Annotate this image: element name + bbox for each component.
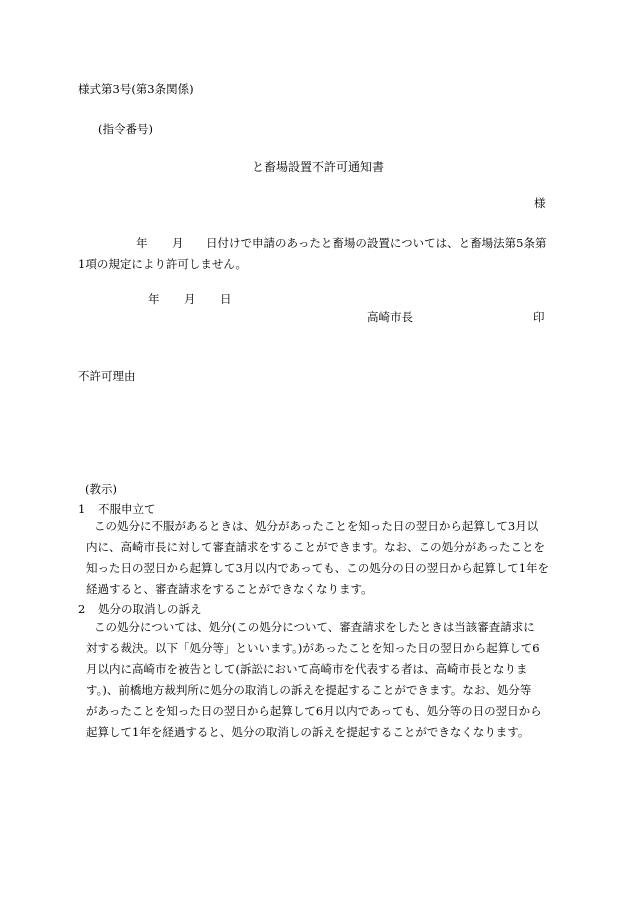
- document-title: と畜場設置不許可通知書: [252, 160, 385, 174]
- date-month-label: 月: [184, 292, 196, 306]
- section-2-line-4: す。)、前橋地方裁判所に処分の取消しの訴えを提起することができます。なお、処分等: [86, 683, 532, 697]
- directive-number: (指令番号): [98, 122, 153, 136]
- section-2-line-3: 月以内に高崎市を被告として(訴訟において高崎市を代表する者は、高崎市長となりま: [86, 662, 528, 676]
- section-2-title: 処分の取消しの訴え: [98, 602, 202, 616]
- section-2-line-2: 対する裁決。以下「処分等」といいます。)があったことを知った日の翌日から起算して6: [86, 641, 540, 655]
- section-2-number: 2: [78, 602, 86, 616]
- date-year-label: 年: [148, 292, 160, 306]
- notice-month-label: 月: [172, 236, 184, 250]
- section-1-number: 1: [78, 502, 86, 516]
- reason-heading: 不許可理由: [78, 369, 136, 383]
- date-day-label: 日: [220, 292, 232, 306]
- section-2-line-5: があったことを知った日の翌日から起算して6月以内であっても、処分等の日の翌日から: [86, 704, 542, 718]
- addressee-suffix: 様: [534, 196, 546, 210]
- section-1-line-1: この処分に不服があるときは、処分があったことを知った日の翌日から起算して3月以: [94, 519, 539, 533]
- section-1-title: 不服申立て: [98, 502, 156, 516]
- notice-body-line-1: 日付けで申請のあったと畜場の設置については、と畜場法第5条第: [206, 236, 547, 250]
- instruction-heading: (教示): [85, 482, 117, 496]
- notice-body-line-2: 1項の規定により許可しません。: [78, 257, 248, 271]
- seal-mark: 印: [533, 310, 545, 324]
- form-label: 様式第3号(第3条関係): [78, 82, 194, 96]
- section-1-line-4: 経過すると、審査請求をすることができなくなります。: [86, 582, 373, 596]
- notice-year-label: 年: [136, 236, 148, 250]
- section-2-line-1: この処分については、処分(この処分について、審査請求をしたときは当該審査請求に: [94, 620, 535, 634]
- section-1-line-2: 内に、高崎市長に対して審査請求をすることができます。なお、この処分があったことを: [86, 540, 545, 554]
- issuer-name: 高崎市長: [367, 310, 413, 324]
- section-1-line-3: 知った日の翌日から起算して3月以内であっても、この処分の日の翌日から起算して1年を: [86, 561, 550, 575]
- section-2-line-6: 起算して1年を経過すると、処分の取消しの訴えを提起することができなくなります。: [86, 725, 530, 739]
